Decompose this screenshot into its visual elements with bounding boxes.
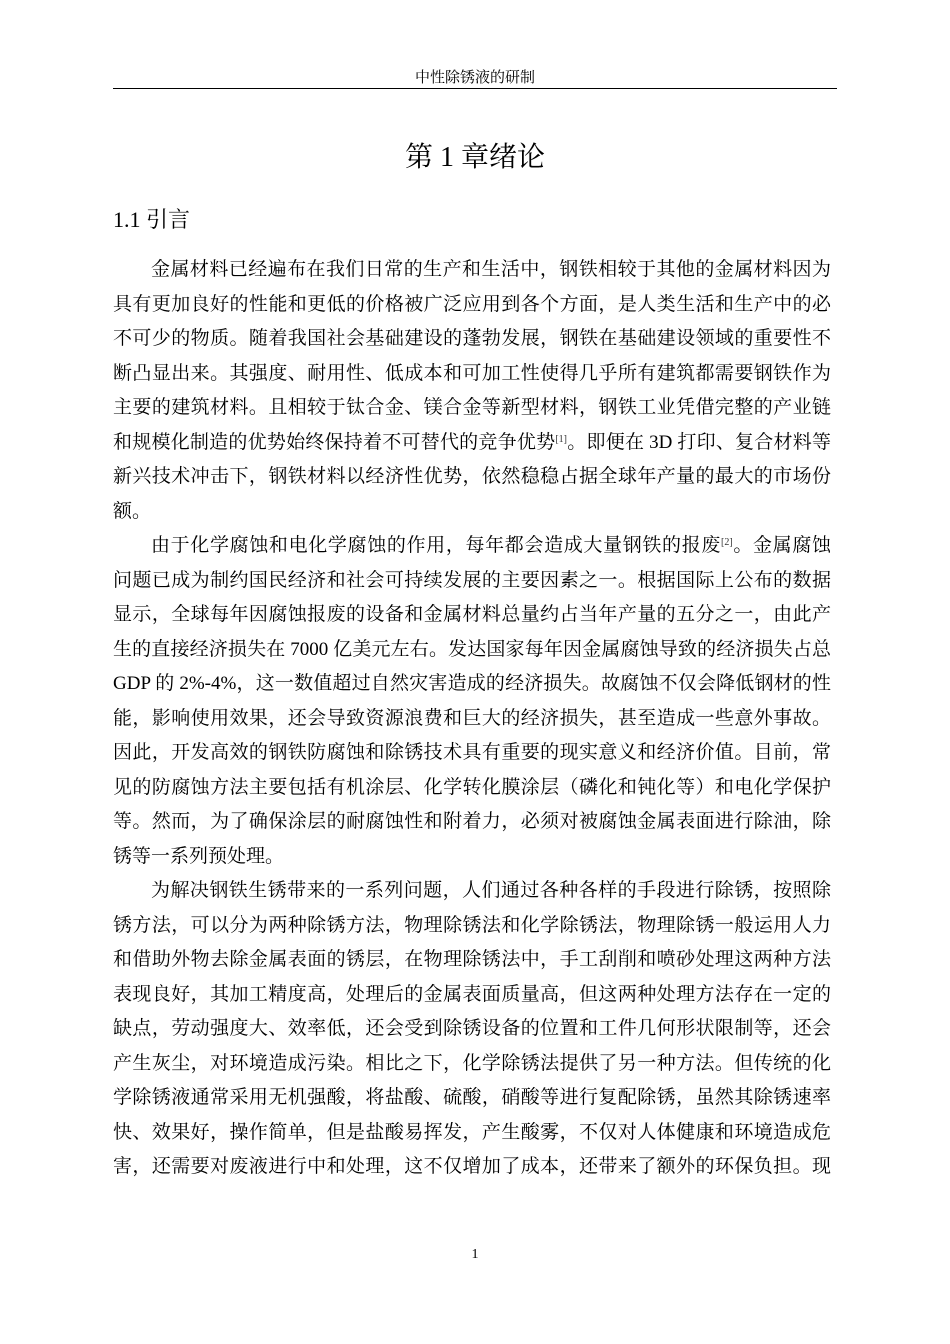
text-segment: 金属材料已经遍布在我们日常的生产和生活中，钢铁相较于其他的金属材料因为 [151,259,831,280]
header-divider [113,88,837,89]
text-segment: 和借助外物去除金属表面的锈层，在物理除锈法中，手工刮削和喷砂处理这两种方法 [113,949,831,970]
text-segment: 缺点，劳动强度大、效率低，还会受到除锈设备的位置和工件几何形状限制等，还会 [113,1018,831,1039]
text-segment: 具有更加良好的性能和更低的价格被广泛应用到各个方面，是人类生活和生产中的必 [113,293,831,315]
text-segment: 为解决钢铁生锈带来的一系列问题，人们通过各种各样的手段进行除锈，按照除 [151,880,831,901]
text-line [113,943,831,978]
text-segment: 害，还需要对废液进行中和处理，这不仅增加了成本，还带来了额外的环保负担。现 [113,1156,831,1177]
text-line [113,1012,831,1047]
text-segment: 显示，全球每年因腐蚀报废的设备和金属材料总量约占当年产量的五分之一，由此产 [113,604,831,625]
text-segment: 和规模化制造的优势始终保持着不可替代的竞争优势 [113,431,556,453]
text-line [113,426,831,461]
text-line [113,978,831,1013]
text-segment: 由于化学腐蚀和电化学腐蚀的作用，每年都会造成大量钢铁的报废 [151,535,722,556]
text-segment: 见的防腐蚀方法主要包括有机涂层、化学转化膜涂层（磷化和钝化等）和电化学保护 [113,776,831,798]
text-line [113,702,831,737]
text-segment: 学除锈液通常采用无机强酸，将盐酸、硫酸，硝酸等进行复配除锈，虽然其除锈速率 [113,1087,831,1108]
text-line [113,771,831,806]
text-line [113,840,831,875]
running-header: 中性除锈液的研制 [414,70,535,86]
text-segment: 能，影响使用效果，还会导致资源浪费和巨大的经济损失，甚至造成一些意外事故。 [113,707,831,729]
text-segment: 不可少的物质。随着我国社会基础建设的蓬勃发展，钢铁在基础建设领域的重要性不 [113,328,831,349]
text-line [113,288,831,323]
text-segment: 表现良好，其加工精度高，处理后的金属表面质量高，但这两种处理方法存在一定的 [113,983,831,1005]
paragraph [113,874,831,1185]
text-segment: 锈方法，可以分为两种除锈方法，物理除锈法和化学除锈法，物理除锈一般运用人力 [113,914,831,936]
text-line [113,1081,831,1116]
section-heading: 1.1 引言 [113,207,191,232]
citation-ref[interactable]: [2] [721,537,733,548]
text-line [113,1047,831,1082]
text-segment: 快、效果好，操作简单，但是盐酸易挥发，产生酸雾，不仅对人体健康和环境造成危 [113,1121,831,1143]
text-line [113,909,831,944]
text-line [113,391,831,426]
text-line [113,357,831,392]
text-line [113,322,831,357]
text-segment: 新兴技术冲击下，钢铁材料以经济性优势，依然稳稳占据全球年产量的最大的市场份 [113,466,831,487]
paragraph [113,529,831,874]
page-number: 1 [471,1247,479,1262]
text-line [113,633,831,668]
text-line [113,1150,831,1185]
text-line [113,495,831,530]
text-line [113,874,831,909]
text-segment: 额。 [113,500,152,522]
text-segment: 等。然而，为了确保涂层的耐腐蚀性和附着力，必须对被腐蚀金属表面进行除油，除 [113,811,831,832]
text-segment: 因此，开发高效的钢铁防腐蚀和除锈技术具有重要的现实意义和经济价值。目前，常 [113,742,831,763]
text-segment: 断凸显出来。其强度、耐用性、低成本和可加工性使得几乎所有建筑都需要钢铁作为 [113,362,831,384]
citation-ref[interactable]: [1] [555,433,568,445]
chapter-title: 第 1 章绪论 [404,142,545,173]
text-line [113,598,831,633]
text-segment: 产生灰尘，对环境造成污染。相比之下，化学除锈法提供了另一种方法。但传统的化 [113,1052,831,1074]
text-line [113,805,831,840]
text-segment: GDP 的 2%-4%，这一数值超过自然灾害造成的经济损失。故腐蚀不仅会降低钢材的性 [113,673,831,694]
body-text [113,253,831,1185]
text-line [113,736,831,771]
text-line [113,564,831,599]
text-segment: 锈等一系列预处理。 [113,845,285,867]
text-line [113,1116,831,1151]
text-line [113,253,831,288]
text-line [113,460,831,495]
text-segment: 。金属腐蚀 [732,535,831,556]
text-line [113,667,831,702]
text-segment: 主要的建筑材料。且相较于钛合金、镁合金等新型材料，钢铁工业凭借完整的产业链 [113,397,831,418]
text-line [113,529,831,564]
text-segment: 生的直接经济损失在 7000 亿美元左右。发达国家每年因金属腐蚀导致的经济损失占总 [113,638,831,660]
paragraph [113,253,831,529]
text-segment: 。即便在 3D 打印、复合材料等 [567,431,831,453]
text-segment: 问题已成为制约国民经济和社会可持续发展的主要因素之一。根据国际上公布的数据 [113,569,831,591]
